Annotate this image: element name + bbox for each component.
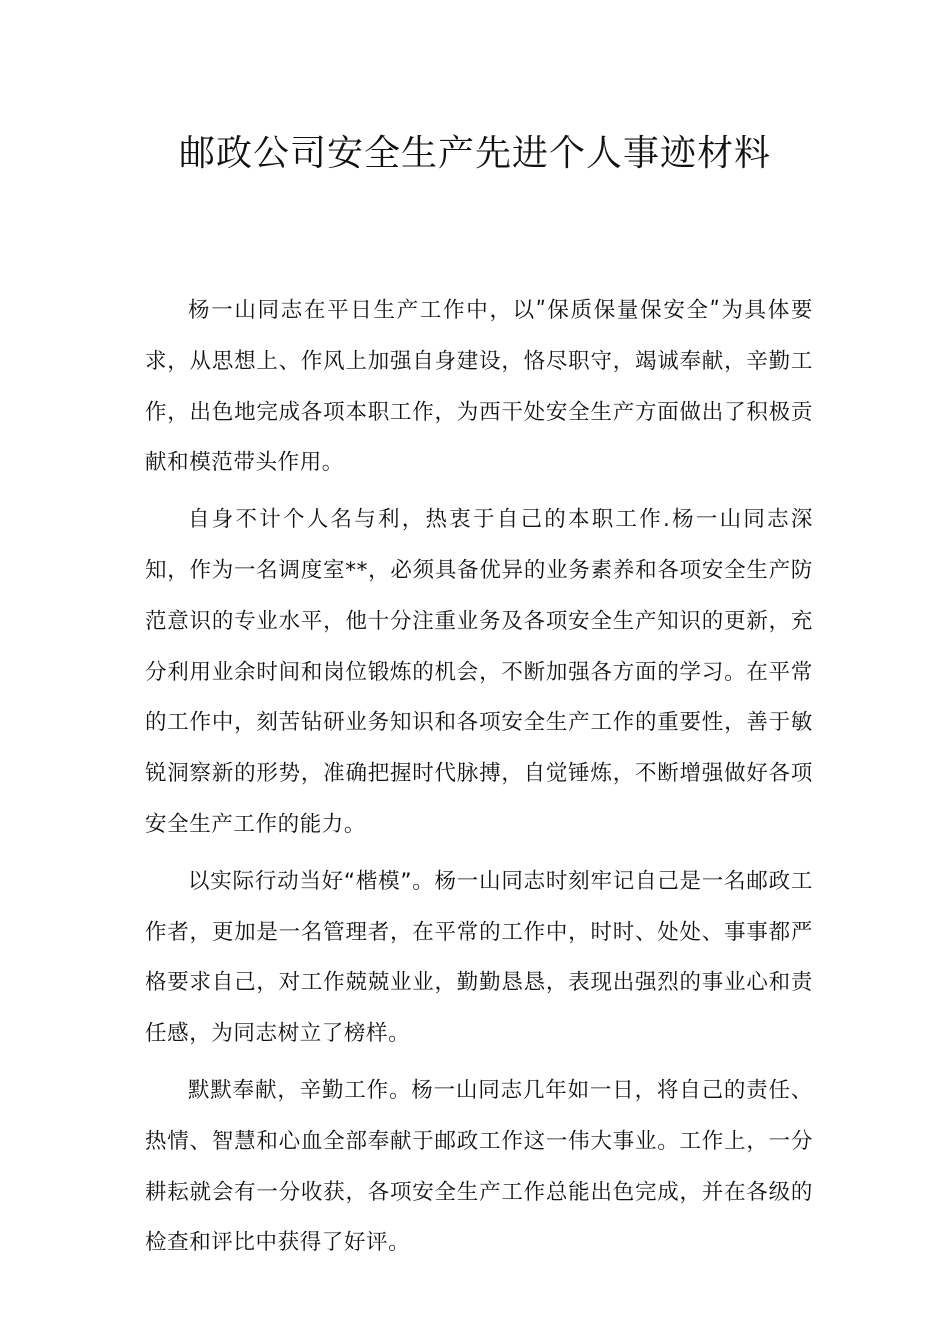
paragraph-2: 自身不计个人名与利，热衷于自己的本职工作.杨一山同志深知，作为一名调度室**，必须具备优异的业务素养和各项安全生产防范意识的专业水平，他十分注重业务及各项安全生产知识的更新，充分利用业余时间和岗位锻炼的机会，不断加强各方面的学习。在平常的工作中，刻苦钻研业务知识和各项安全生产工作的重要性，善于敏锐洞察新的形势，准确把握时代脉搏，自觉锤炼，不断增强做好各项安全生产工作的能力。 — [145, 507, 813, 837]
paragraph-3: 以实际行动当好“楷模”。杨一山同志时刻牢记自己是一名邮政工作者，更加是一名管理者，在平常的工作中，时时、处处、事事都严格要求自己，对工作兢兢业业，勤勤恳恳，表现出强烈的事业心和责任感，为同志树立了榜样。 — [145, 868, 813, 1047]
document-body — [145, 286, 813, 1275]
paragraph-1: 杨一山同志在平日生产工作中，以ʺ保质保量保安全ʺ为具体要求，从思想上、作风上加强自身建设，恪尽职守，竭诚奉献，辛勤工作，出色地完成各项本职工作，为西干处安全生产方面做出了积极贡献和模范带头作用。 — [145, 298, 813, 476]
document-title: 邮政公司安全生产先进个人事迹材料 — [178, 133, 771, 174]
paragraph-4: 默默奉献，辛勤工作。杨一山同志几年如一日，将自己的责任、热情、智慧和心血全部奉献于邮政工作这一伟大事业。工作上，一分耕耘就会有一分收获，各项安全生产工作总能出色完成，并在各级的检查和评比中获得了好评。 — [145, 1077, 813, 1256]
